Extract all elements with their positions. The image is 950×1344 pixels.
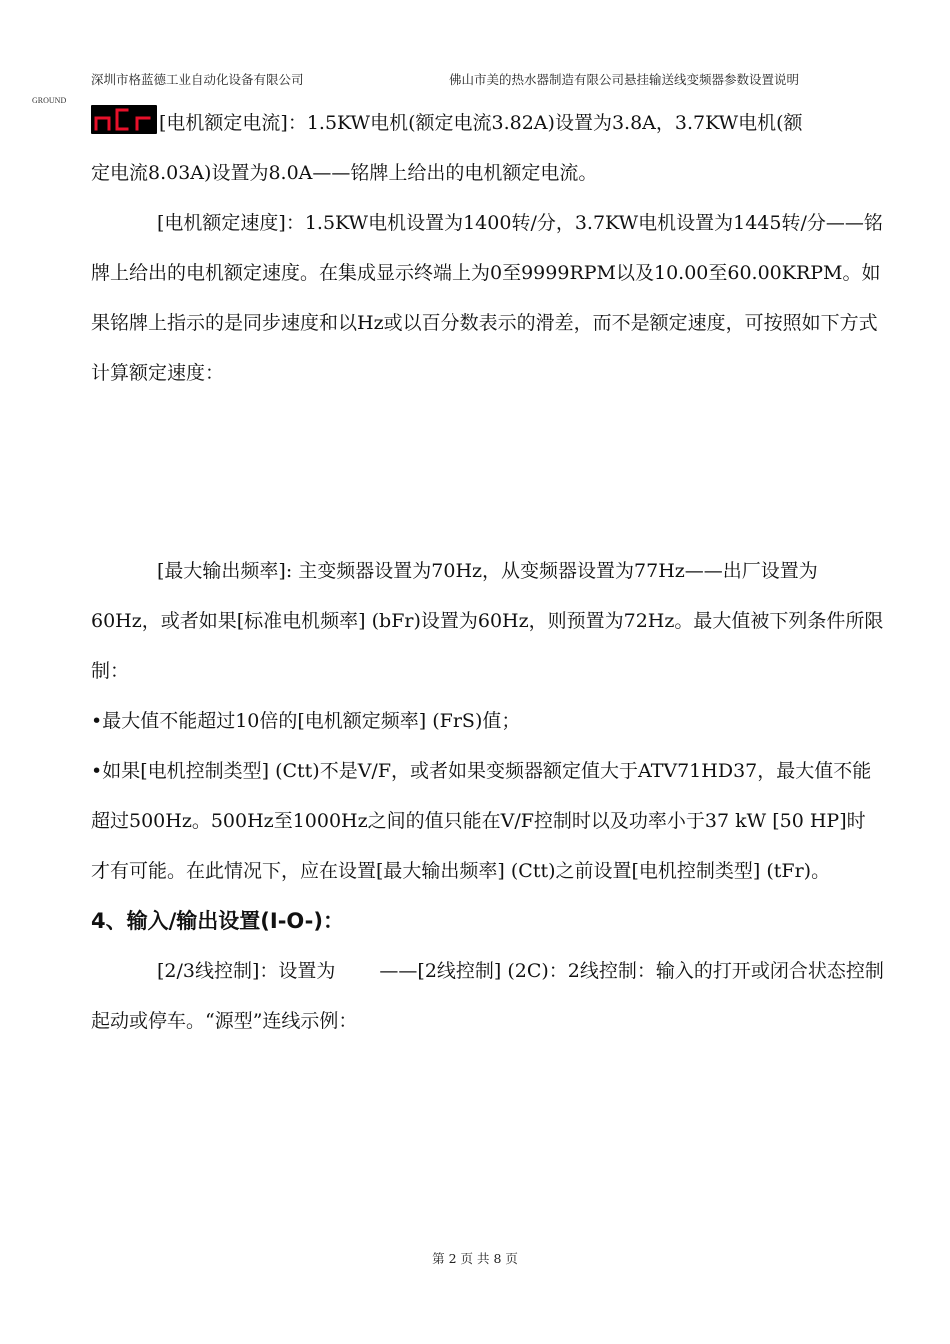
header-company: 深圳市格蓝德工业自动化设备有限公司 — [91, 72, 304, 87]
paragraph-motor-speed: [电机额定速度]：1.5KW电机设置为1400转/分，3.7KW电机设置为1445转/分——铭牌上给出的电机额定速度。在集成显示终端上为0至9999RPM以及10.00至60.00KRPM。如果铭牌上指示的是同步速度和以Hz或以百分数表示的滑差，而不是额定速度，可按照如下方式计算额定速度： — [91, 212, 883, 384]
formula-blank-space — [91, 398, 884, 546]
paragraph-motor-current — [91, 98, 884, 198]
paragraph-motor-current-line1: [电机额定电流]：1.5KW电机(额定电流3.82A)设置为3.8A，3.7KW电机(额 — [159, 112, 803, 134]
paragraph-wire-control-rest: ——[2线控制] (2C)：2线控制：输入的打开或闭合状态控制起动或停车。“源型”连线示例： — [91, 960, 884, 1032]
page-number-footer: 第 2 页 共 8 页 — [432, 1251, 518, 1266]
section-heading-io-settings: 4、输入/输出设置(I-O-)： — [91, 909, 344, 933]
header-document-title: 佛山市美的热水器制造有限公司悬挂输送线变频器参数设置说明 — [449, 72, 800, 87]
paragraph-wire-control-start: [2/3线控制]：设置为 — [157, 960, 336, 982]
paragraph-motor-current-line2: 定电流8.03A)设置为8.0A——铭牌上给出的电机额定电流。 — [91, 162, 598, 184]
seven-segment-display-ncr — [91, 105, 157, 134]
bullet-motor-control-type: •如果[电机控制类型] (Ctt)不是V/F，或者如果变频器额定值大于ATV71HD37，最大值不能超过500Hz。500Hz至1000Hz之间的值只能在V/F控制时以及功率小于37 kW [50 HP]时才有可能。在此情况下，应在设置[最大输出频率] (Ctt)之前设置[电机控制类型] (tFr)。 — [91, 760, 872, 882]
ground-label: GROUND — [32, 96, 67, 105]
document-body — [91, 98, 884, 1046]
seven-segment-glyphs — [91, 105, 157, 134]
paragraph-wire-control — [91, 946, 884, 1046]
paragraph-max-frequency: [最大输出频率]: 主变频器设置为70Hz，从变频器设置为77Hz——出厂设置为60Hz，或者如果[标准电机频率] (bFr)设置为60Hz，则预置为72Hz。最大值被下列条件所限制： — [91, 560, 884, 682]
bullet-max-frequency-limit: •最大值不能超过10倍的[电机额定频率] (FrS)值； — [91, 710, 521, 732]
